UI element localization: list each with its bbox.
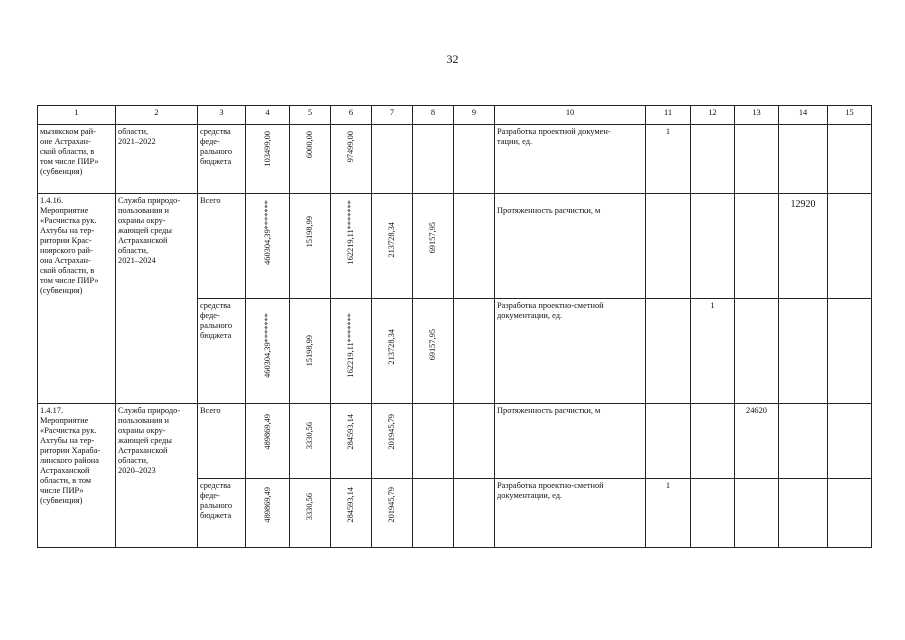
funding-source-cell: средства феде- рального бюджета (198, 299, 246, 404)
header-cell: 15 (828, 106, 872, 125)
amount-cell (331, 404, 372, 479)
amount-cell (246, 299, 290, 404)
executor-cell: Служба природо- пользования и охраны окру- жающей среды Астраханской области, 2021–2024 (116, 194, 198, 404)
empty-cell (454, 404, 495, 479)
header-cell: 13 (735, 106, 779, 125)
amount-value: 213728,34 (387, 329, 396, 365)
empty-cell (691, 194, 735, 299)
empty-cell (646, 404, 691, 479)
empty-cell (646, 299, 691, 404)
executor-cell: области, 2021–2022 (116, 125, 198, 194)
amount-cell (331, 194, 372, 299)
empty-cell (779, 479, 828, 548)
amount-cell (413, 194, 454, 299)
measure-name-cell: 1.4.16. Мероприятие «Расчистка рук. Ахтубы на тер- ритории Крас- ноярского рай- она Астрахан- ской области, в том числе ПИР» (субвенция) (38, 194, 116, 404)
amount-value: 162219,11******* (346, 200, 355, 265)
empty-cell (735, 299, 779, 404)
amount-value: 460304,39******* (262, 313, 272, 378)
amount-cell (246, 194, 290, 299)
amount-value: 213728,34 (387, 222, 396, 258)
empty-cell (735, 194, 779, 299)
amount-cell (290, 479, 331, 548)
empty-cell (372, 125, 413, 194)
empty-cell (691, 125, 735, 194)
amount-value: 3330,56 (305, 422, 314, 450)
header-cell: 14 (779, 106, 828, 125)
empty-cell (413, 125, 454, 194)
header-cell: 3 (198, 106, 246, 125)
empty-cell (454, 299, 495, 404)
amount-cell (331, 125, 372, 194)
amount-value: 69157,95 (428, 222, 437, 254)
empty-cell (828, 125, 872, 194)
funding-source-cell: Всего (198, 194, 246, 299)
empty-cell (828, 194, 872, 299)
amount-value: 489869,49 (262, 487, 272, 523)
table-row (38, 404, 872, 479)
amount-cell (331, 299, 372, 404)
amount-value: 15198,99 (305, 335, 314, 367)
amount-cell (246, 404, 290, 479)
amount-cell (372, 299, 413, 404)
amount-value: 97499,00 (346, 131, 355, 163)
header-cell: 7 (372, 106, 413, 125)
table-row (38, 125, 872, 194)
amount-value: 162219,11******* (346, 313, 355, 378)
indicator-value-cell: 1 (646, 125, 691, 194)
amount-cell (290, 404, 331, 479)
amount-value: 284593,14 (346, 487, 355, 523)
amount-value: 201945,79 (387, 487, 396, 523)
indicator-cell: Разработка проектно-сметной документации, ед. (495, 299, 646, 404)
empty-cell (413, 404, 454, 479)
header-cell: 6 (331, 106, 372, 125)
empty-cell (646, 194, 691, 299)
header-cell: 8 (413, 106, 454, 125)
amount-value: 284593,14 (346, 414, 355, 450)
empty-cell (691, 404, 735, 479)
empty-cell (413, 479, 454, 548)
amount-cell (290, 194, 331, 299)
empty-cell (454, 479, 495, 548)
empty-cell (828, 404, 872, 479)
indicator-cell: Протяженность расчистки, м (495, 194, 646, 299)
amount-cell (413, 299, 454, 404)
funding-source-cell: Всего (198, 404, 246, 479)
empty-cell (691, 479, 735, 548)
amount-value: 6000,00 (305, 131, 314, 159)
empty-cell (828, 479, 872, 548)
indicator-value-cell: 1 (646, 479, 691, 548)
amount-cell (372, 404, 413, 479)
header-row (38, 106, 872, 125)
indicator-cell: Разработка проектной докумен- тации, ед. (495, 125, 646, 194)
indicator-value-cell: 1 (691, 299, 735, 404)
header-cell: 4 (246, 106, 290, 125)
indicator-value-cell: 12920 (779, 194, 828, 299)
amount-value: 69157,95 (428, 329, 437, 361)
amount-cell (246, 125, 290, 194)
empty-cell (454, 194, 495, 299)
header-cell: 2 (116, 106, 198, 125)
budget-table (37, 105, 872, 548)
funding-source-cell: средства феде- рального бюджета (198, 125, 246, 194)
header-cell: 9 (454, 106, 495, 125)
header-cell: 1 (38, 106, 116, 125)
empty-cell (735, 125, 779, 194)
amount-value: 3330,56 (305, 493, 314, 521)
measure-name-cell: 1.4.17. Мероприятие «Расчистка рук. Ахтубы на тер- ритории Хараба- линского района Астраханской области, в том числе ПИР» (субвенция) (38, 404, 116, 548)
header-cell: 5 (290, 106, 331, 125)
amount-value: 201945,79 (387, 414, 396, 450)
funding-source-cell: средства феде- рального бюджета (198, 479, 246, 548)
empty-cell (828, 299, 872, 404)
measure-name-cell: мызякском рай- оне Астрахан- ской области, в том числе ПИР» (субвенция) (38, 125, 116, 194)
amount-cell (372, 194, 413, 299)
page-number: 32 (446, 52, 459, 66)
amount-cell (372, 479, 413, 548)
amount-value: 15198,99 (305, 216, 314, 248)
indicator-cell: Протяженность расчистки, м (495, 404, 646, 479)
header-cell: 10 (495, 106, 646, 125)
amount-value: 103499,00 (262, 131, 272, 167)
indicator-value-cell: 24620 (735, 404, 779, 479)
table-row (38, 194, 872, 299)
empty-cell (779, 125, 828, 194)
amount-value: 460304,39******* (262, 200, 272, 265)
amount-value: 489869,49 (262, 414, 272, 450)
header-cell: 11 (646, 106, 691, 125)
empty-cell (735, 479, 779, 548)
amount-cell (246, 479, 290, 548)
amount-cell (290, 299, 331, 404)
indicator-cell: Разработка проектно-сметной документации, ед. (495, 479, 646, 548)
header-cell: 12 (691, 106, 735, 125)
amount-cell (331, 479, 372, 548)
empty-cell (779, 404, 828, 479)
executor-cell: Служба природо- пользования и охраны окру- жающей среды Астраханской области, 2020–2023 (116, 404, 198, 548)
empty-cell (454, 125, 495, 194)
amount-cell (290, 125, 331, 194)
empty-cell (779, 299, 828, 404)
